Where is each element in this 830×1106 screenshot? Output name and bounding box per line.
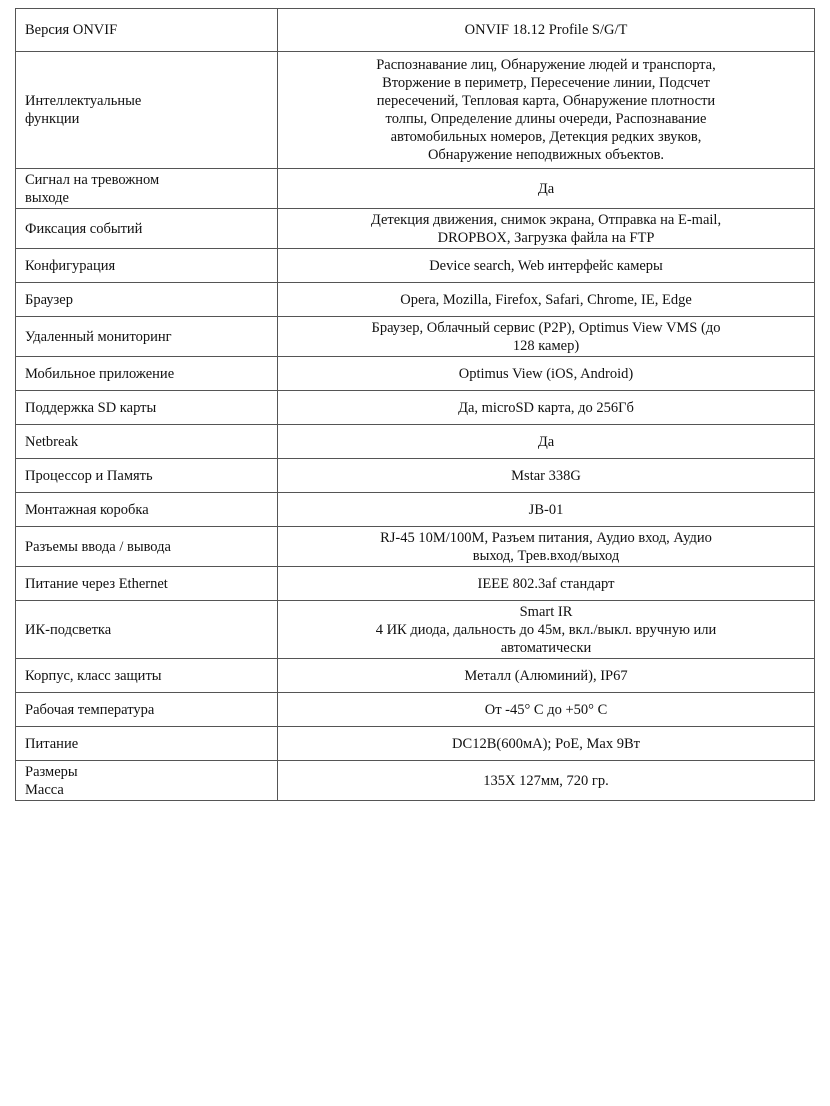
table-row <box>16 317 815 357</box>
row-value: Mstar 338G <box>278 459 815 493</box>
row-label: Монтажная коробка <box>16 493 278 527</box>
row-value: Да <box>278 169 815 209</box>
row-value: Распознавание лиц, Обнаружение людей и транспорта, Вторжение в периметр, Пересечение линии, Подсчет пересечений, Тепловая карта, Обнаружение плотности толпы, Определение длины очереди, Распознавание автомобильных номеров, Детекция редких звуков, Обнаружение неподвижных объектов. <box>278 52 815 169</box>
table-row <box>16 283 815 317</box>
row-value: Smart IR 4 ИК диода, дальность до 45м, вкл./выкл. вручную или автоматически <box>278 601 815 659</box>
row-value: DC12В(600мА); PoE, Max 9Вт <box>278 727 815 761</box>
row-value: RJ-45 10M/100M, Разъем питания, Аудио вход, Аудио выход, Трев.вход/выход <box>278 527 815 567</box>
row-value: Браузер, Облачный сервис (P2P), Optimus View VMS (до 128 камер) <box>278 317 815 357</box>
row-value: Optimus View (iOS, Android) <box>278 357 815 391</box>
table-row <box>16 209 815 249</box>
table-row <box>16 459 815 493</box>
row-value: Да, microSD карта, до 256Гб <box>278 391 815 425</box>
row-label: Размеры Масса <box>16 761 278 801</box>
row-label: Интеллектуальные функции <box>16 52 278 169</box>
table-row <box>16 357 815 391</box>
row-label: Netbreak <box>16 425 278 459</box>
row-label: Мобильное приложение <box>16 357 278 391</box>
row-label: Сигнал на тревожном выходе <box>16 169 278 209</box>
row-value: Детекция движения, снимок экрана, Отправка на E-mail, DROPBOX, Загрузка файла на FTP <box>278 209 815 249</box>
row-label: Питание <box>16 727 278 761</box>
row-label: Удаленный мониторинг <box>16 317 278 357</box>
table-row <box>16 425 815 459</box>
row-value: 135X 127мм, 720 гр. <box>278 761 815 801</box>
table-row <box>16 727 815 761</box>
row-label: Разъемы ввода / вывода <box>16 527 278 567</box>
table-row <box>16 493 815 527</box>
row-label: Браузер <box>16 283 278 317</box>
table-row <box>16 169 815 209</box>
spec-table <box>15 8 815 801</box>
row-label: Рабочая температура <box>16 693 278 727</box>
row-label: Корпус, класс защиты <box>16 659 278 693</box>
row-value: JB-01 <box>278 493 815 527</box>
row-label: Процессор и Память <box>16 459 278 493</box>
table-row <box>16 693 815 727</box>
row-label: Поддержка SD карты <box>16 391 278 425</box>
table-row <box>16 391 815 425</box>
row-label: Конфигурация <box>16 249 278 283</box>
row-value: Opera, Mozilla, Firefox, Safari, Chrome, IE, Edge <box>278 283 815 317</box>
table-row <box>16 9 815 52</box>
row-value: От -45° С до +50° С <box>278 693 815 727</box>
table-row <box>16 249 815 283</box>
row-label: Фиксация событий <box>16 209 278 249</box>
row-label: Версия ONVIF <box>16 9 278 52</box>
row-value: Device search, Web интерфейс камеры <box>278 249 815 283</box>
row-label: Питание через Ethernet <box>16 567 278 601</box>
row-value: ONVIF 18.12 Profile S/G/T <box>278 9 815 52</box>
table-row <box>16 527 815 567</box>
row-label: ИК-подсветка <box>16 601 278 659</box>
row-value: Металл (Алюминий), IP67 <box>278 659 815 693</box>
table-row <box>16 567 815 601</box>
row-value: IEEE 802.3af стандарт <box>278 567 815 601</box>
table-row <box>16 52 815 169</box>
table-row <box>16 601 815 659</box>
table-row <box>16 761 815 801</box>
table-row <box>16 659 815 693</box>
row-value: Да <box>278 425 815 459</box>
